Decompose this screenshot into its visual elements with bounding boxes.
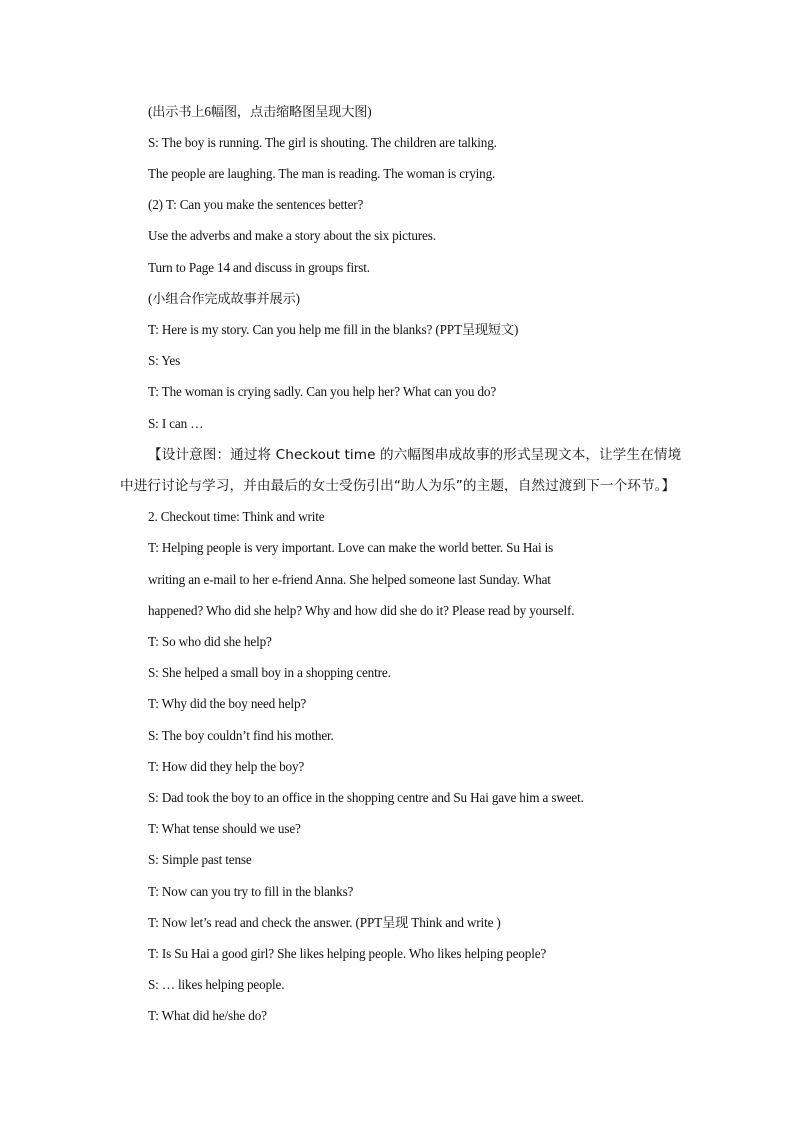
text-line: writing an e-mail to her e-friend Anna. She helped someone last Sunday. What (148, 572, 551, 587)
text-line: S: I can … (148, 416, 204, 431)
text-line: T: So who did she help? (148, 634, 272, 649)
text-line: Turn to Page 14 and discuss in groups first. (148, 260, 370, 275)
text-line: S: The boy is running. The girl is shouting. The children are talking. (148, 135, 497, 150)
text-line: T: What did he/she do? (148, 1008, 267, 1023)
text-line: S: Dad took the boy to an office in the shopping centre and Su Hai gave him a sweet. (148, 790, 584, 805)
text-line: T: Why did the boy need help? (148, 696, 307, 711)
text-line: (2) T: Can you make the sentences better? (148, 197, 364, 212)
text-line: S: She helped a small boy in a shopping centre. (148, 665, 391, 680)
design-note-line-2: 中进行讨论与学习，并由最后的女士受伤引出“助人为乐”的主题，自然过渡到下一个环节。】 (120, 478, 676, 494)
design-note-line-1: 【设计意图：通过将 Checkout time 的六幅图串成故事的形式呈现文本，让学生在情境 (148, 447, 682, 463)
text-line: T: Now can you try to fill in the blanks? (148, 884, 354, 899)
text-line: Use the adverbs and make a story about the six pictures. (148, 228, 436, 243)
text-line: S: The boy couldn’t find his mother. (148, 728, 334, 743)
text-line: T: How did they help the boy? (148, 759, 305, 774)
text-line: S: Yes (148, 353, 181, 368)
text-line: (出示书上6幅图，点击缩略图呈现大图) (148, 104, 372, 119)
text-line: happened? Who did she help? Why and how did she do it? Please read by yourself. (148, 603, 575, 618)
text-line: T: Here is my story. Can you help me fill in the blanks? (PPT呈现短文) (148, 322, 519, 337)
section-heading: 2. Checkout time: Think and write (148, 509, 325, 524)
text-line: T: What tense should we use? (148, 821, 301, 836)
text-line: The people are laughing. The man is reading. The woman is crying. (148, 166, 496, 181)
text-line: T: Helping people is very important. Love can make the world better. Su Hai is (148, 540, 554, 555)
text-line: S: … likes helping people. (148, 977, 285, 992)
text-line: T: Is Su Hai a good girl? She likes helping people. Who likes helping people? (148, 946, 547, 961)
text-line: T: The woman is crying sadly. Can you help her? What can you do? (148, 384, 497, 399)
text-line: S: Simple past tense (148, 852, 252, 867)
text-line: (小组合作完成故事并展示) (148, 291, 300, 306)
text-line: T: Now let’s read and check the answer. (PPT呈现 Think and write ) (148, 915, 501, 930)
